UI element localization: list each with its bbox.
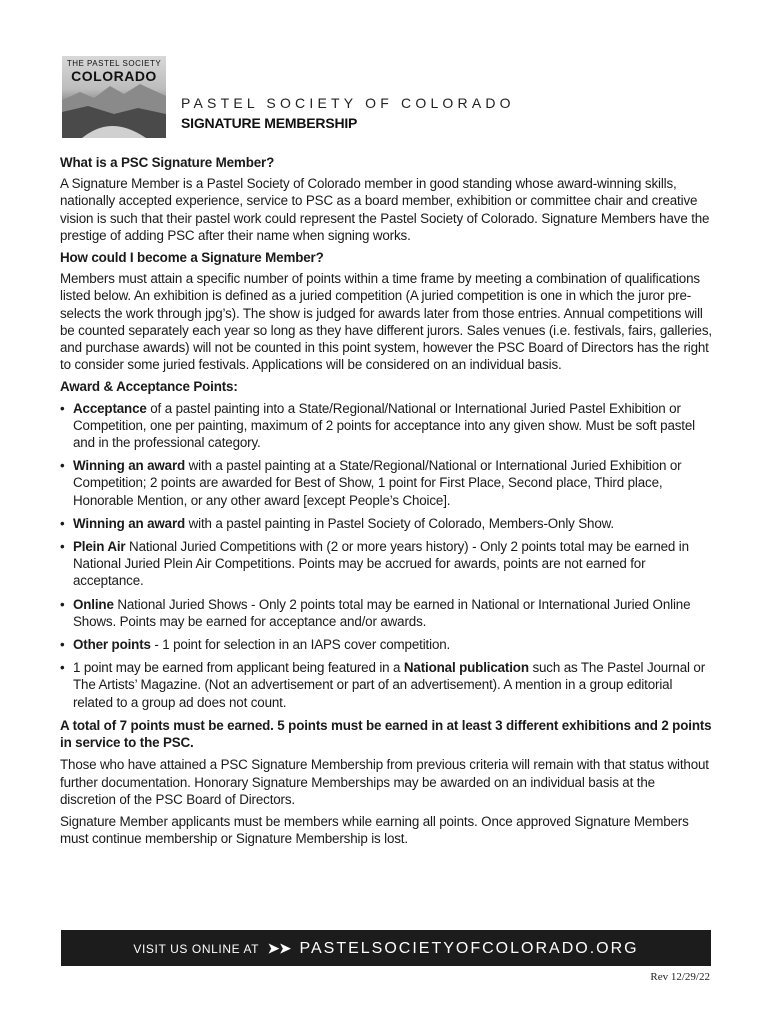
website-link[interactable]: PASTELSOCIETYOFCOLORADO.ORG: [299, 940, 639, 957]
document-body: [60, 154, 712, 852]
list-item: • Plein Air National Juried Competitions with (2 or more years history) - Only 2 points total may be earned in National Juried Plein Air Competitions. Points may be accrued for awards, points are not earned for acceptance.: [60, 538, 712, 590]
list-item: • Other points - 1 point for selection in an IAPS cover competition.: [60, 636, 712, 653]
question-what-is: What is a PSC Signature Member?: [60, 155, 275, 170]
list-item: • Winning an award with a pastel painting at a State/Regional/National or International Juried Exhibition or Competition; 2 points are awarded for Best of Show, 1 point for First Place, Second place, Third place, Honorable Mention, or any other award [except People’s Choice].: [60, 457, 712, 509]
points-heading: Award & Acceptance Points:: [60, 379, 238, 395]
page-title: SIGNATURE MEMBERSHIP: [181, 115, 358, 131]
revision-date: Rev 12/29/22: [650, 971, 710, 983]
question-how-to-become: How could I become a Signature Member?: [60, 250, 324, 266]
list-item: • Acceptance of a pastel painting into a State/Regional/National or International Juried Pastel Exhibition or Competition, one per painting, maximum of 2 points for acceptance into any given show. Must be soft pastel and in the professional category.: [60, 400, 712, 452]
logo-line1: THE PASTEL SOCIETY: [66, 59, 162, 68]
logo-line2: COLORADO: [71, 68, 157, 84]
paragraph-requirements: Members must attain a specific number of points within a time frame by meeting a combination of qualifications listed below. An exhibition is defined as a juried competition (A juried competition is one in which the juror pre-selects the work through jpg’s). The show is judged for awards later from those entries. Annual competitions will be counted separately each year so long as they have different jurors. Sales venues (i.e. festivals, fairs, galleries, and purchase awards) will not be counted in this point system, however the PSC Board of Directors has the right to consider some juried festivals. Applications will be considered on an individual basis.: [60, 271, 712, 373]
list-item: • Winning an award with a pastel painting in Pastel Society of Colorado, Members-Only Show.: [60, 515, 712, 532]
paragraph-previous-criteria: Those who have attained a PSC Signature Membership from previous criteria will remain with that status without further documentation. Honorary Signature Memberships may be awarded on an individual basis at the discretion of the PSC Board of Directors.: [60, 757, 709, 807]
list-item: • 1 point may be earned from applicant being featured in a National publication such as The Pastel Journal or The Artists’ Magazine. (Not an advertisement or part of an advertisement). A mention in a group editorial related to a group ad does not count.: [60, 659, 712, 711]
points-total: A total of 7 points must be earned. 5 points must be earned in at least 3 different exhibitions and 2 points in service to the PSC.: [60, 717, 712, 751]
visit-label: VISIT US ONLINE AT: [133, 942, 260, 956]
paragraph-membership: Signature Member applicants must be members while earning all points. Once approved Signature Members must continue membership or Signature Membership is lost.: [60, 813, 689, 847]
points-list: [60, 400, 712, 711]
paragraph-definition: A Signature Member is a Pastel Society of Colorado member in good standing whose award-winning skills, nationally accepted experience, service to PSC as a board member, exhibition or committee chair and creative vision is such that their pastel work could represent the Pastel Society of Colorado. Signature Members have the prestige of adding PSC after their name when signing works.: [60, 176, 710, 243]
list-item: • Online National Juried Shows - Only 2 points total may be earned in National or International Juried Online Shows. Points may be earned for acceptance and/or awards.: [60, 596, 712, 630]
website-banner[interactable]: [61, 930, 711, 966]
double-arrow-icon: ➤➤: [267, 940, 292, 956]
organization-name: PASTEL SOCIETY OF COLORADO: [181, 95, 515, 111]
psc-logo: [62, 56, 166, 138]
